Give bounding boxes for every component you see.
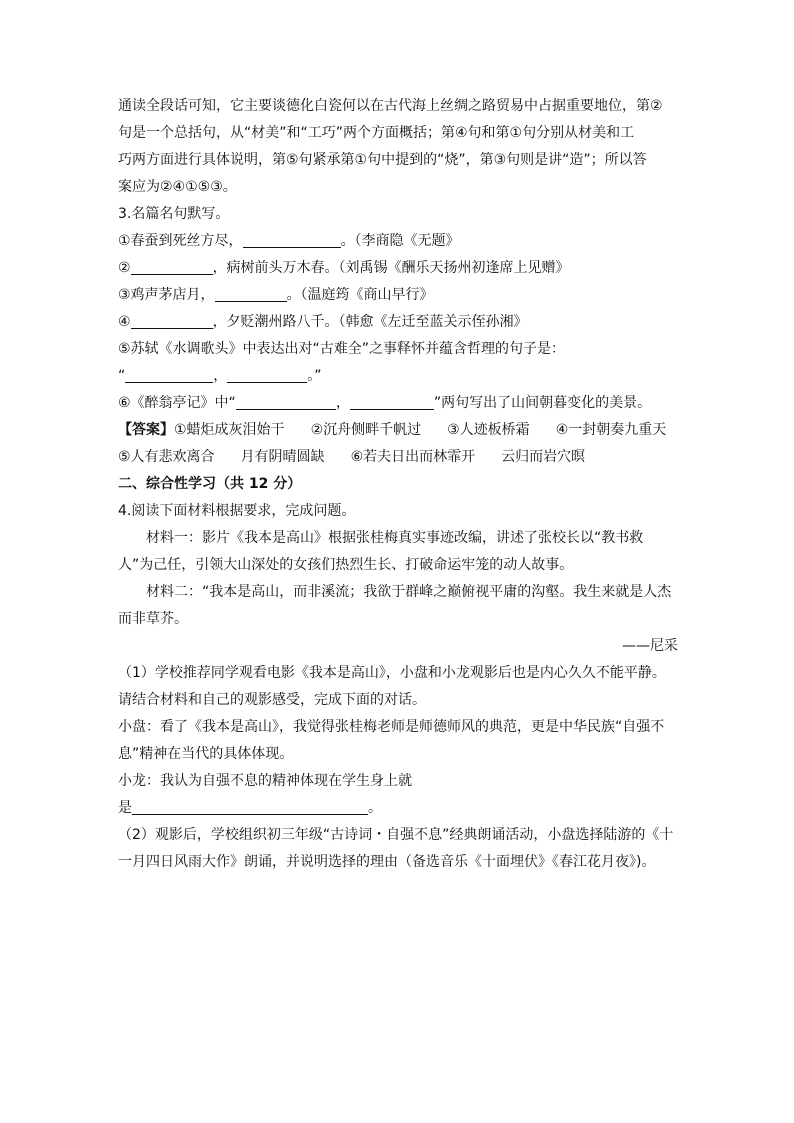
explanation-line-2: 句是一个总括句，从“材美”和“工巧”两个方面概括；第④句和第①句分别从材美和工	[118, 125, 635, 141]
q3-item-1	[118, 228, 678, 255]
answer-item: ④一封朝奏九重天	[555, 422, 667, 438]
explanation-line-3: 巧两方面进行具体说明，第⑤句紧承第①句中提到的“烧”，第③句则是讲“造”；所以答	[118, 152, 647, 168]
q3-item-4-post: ，夕贬潮州路八千。（韩愈《左迁至蓝关示侄孙湘》	[212, 314, 528, 330]
q3-item-6-post: ”两句写出了山间朝暮变化的美景。	[433, 395, 652, 411]
answer-item: ①蜡炬成灰泪始干	[174, 422, 285, 438]
q3-item-3-post: 。（温庭筠《商山早行》	[286, 287, 434, 303]
q3-item-4	[118, 309, 678, 336]
answer-label: 【答案】	[118, 422, 174, 438]
q3-item-5-blanks	[118, 363, 678, 390]
q4-sub-question-1: （1）学校推荐同学观看电影《我本是高山》，小盘和小龙观影后也是内心久久不能平静。请结合材料和自己的观影感受，完成下面的对话。	[118, 665, 666, 708]
dialog-xiaopan: 小盘：看了《我本是高山》，我觉得张桂梅老师是师德师风的典范，更是中华民族“自强不息”精神在当代的具体体现。	[118, 719, 665, 762]
q3-item-1-pre: ①春蚕到死丝方尽，	[118, 233, 243, 249]
open-quote: “	[118, 368, 126, 384]
q3-item-2	[118, 255, 678, 282]
q3-title: 3.名篇名句默写。	[118, 206, 230, 222]
close-quote: 。”	[307, 368, 322, 384]
q4-sub-question-2: （2）观影后，学校组织初三年级“古诗词・自强不息”经典朗诵活动，小盘选择陆游的《十一月四日风雨大作》朗诵，并说明选择的理由（备选音乐《十面埋伏》《春江花月夜》)。	[118, 827, 674, 870]
answer-item: ⑤人有悲欢离合	[118, 449, 215, 465]
q3-item-3-pre: ③鸡声茅店月，	[118, 287, 215, 303]
q3-item-6-pre: ⑥《醉翁亭记》中“	[118, 395, 236, 411]
q3-item-2-post: ，病树前头万木春。（刘禹锡《酬乐天扬州初逢席上见赠》	[212, 260, 570, 276]
explanation-line-1: 通读全段话可知，它主要谈德化白瓷何以在古代海上丝绸之路贸易中占据重要地位，第②	[118, 98, 663, 114]
q3-item-6	[118, 390, 678, 417]
fill-blank[interactable]	[131, 258, 213, 275]
dialog-xiaolong-pre: 是	[118, 800, 132, 816]
q3-item-5: ⑤苏轼《水调歌头》中表达出对“古难全”之事释怀并蕴含哲理的句子是：	[118, 341, 566, 357]
fill-blank[interactable]	[350, 393, 434, 410]
fill-blank[interactable]	[227, 366, 307, 383]
q3-answer-row-2	[118, 444, 678, 471]
answer-item: ②沉舟侧畔千帆过	[310, 422, 422, 438]
fill-blank[interactable]	[236, 393, 336, 410]
answer-item: ③人迹板桥霜	[447, 422, 530, 438]
comma: ，	[335, 395, 350, 411]
q4-attribution: ——尼采	[622, 638, 678, 654]
section-heading: 二、综合性学习（共 12 分）	[118, 476, 302, 492]
dialog-xiaolong-post: 。	[368, 800, 382, 816]
explanation-paragraph	[118, 93, 678, 201]
q4-material-1: 材料一：影片《我本是高山》根据张桂梅真实事迹改编，讲述了张校长以“教书救人”为己任，引领大山深处的女孩们热烈生长、打破命运牢笼的动人故事。	[118, 530, 644, 573]
q3-item-4-pre: ④	[118, 314, 131, 330]
answer-item: 月有阴晴圆缺	[240, 449, 325, 465]
q3-answer-row-1	[118, 417, 678, 444]
q4-title: 4.阅读下面材料根据要求，完成问题。	[118, 503, 356, 519]
q4-material-2: 材料二：“我本是高山，而非溪流；我欲于群峰之巅俯视平庸的沟壑。我生来就是人杰而非草芥。	[118, 584, 672, 627]
document-page	[118, 93, 678, 876]
q3-item-1-post: 。（李商隐《无题》	[340, 233, 460, 249]
answer-item: ⑥若夫日出而林霏开	[350, 449, 476, 465]
fill-blank[interactable]	[131, 312, 213, 329]
fill-blank[interactable]	[215, 285, 287, 302]
answer-item: 云归而岩穴暝	[501, 449, 586, 465]
dialog-xiaolong-blank-line	[118, 795, 678, 822]
comma: ，	[213, 368, 228, 384]
fill-blank[interactable]	[125, 366, 213, 383]
fill-blank[interactable]	[243, 231, 341, 248]
q3-item-3	[118, 282, 678, 309]
dialog-xiaolong: 小龙：我认为自强不息的精神体现在学生身上就	[118, 773, 412, 789]
q3-item-2-pre: ②	[118, 260, 131, 276]
explanation-line-4: 案应为②④①⑤③。	[118, 179, 237, 195]
answer-blank[interactable]	[132, 798, 368, 815]
